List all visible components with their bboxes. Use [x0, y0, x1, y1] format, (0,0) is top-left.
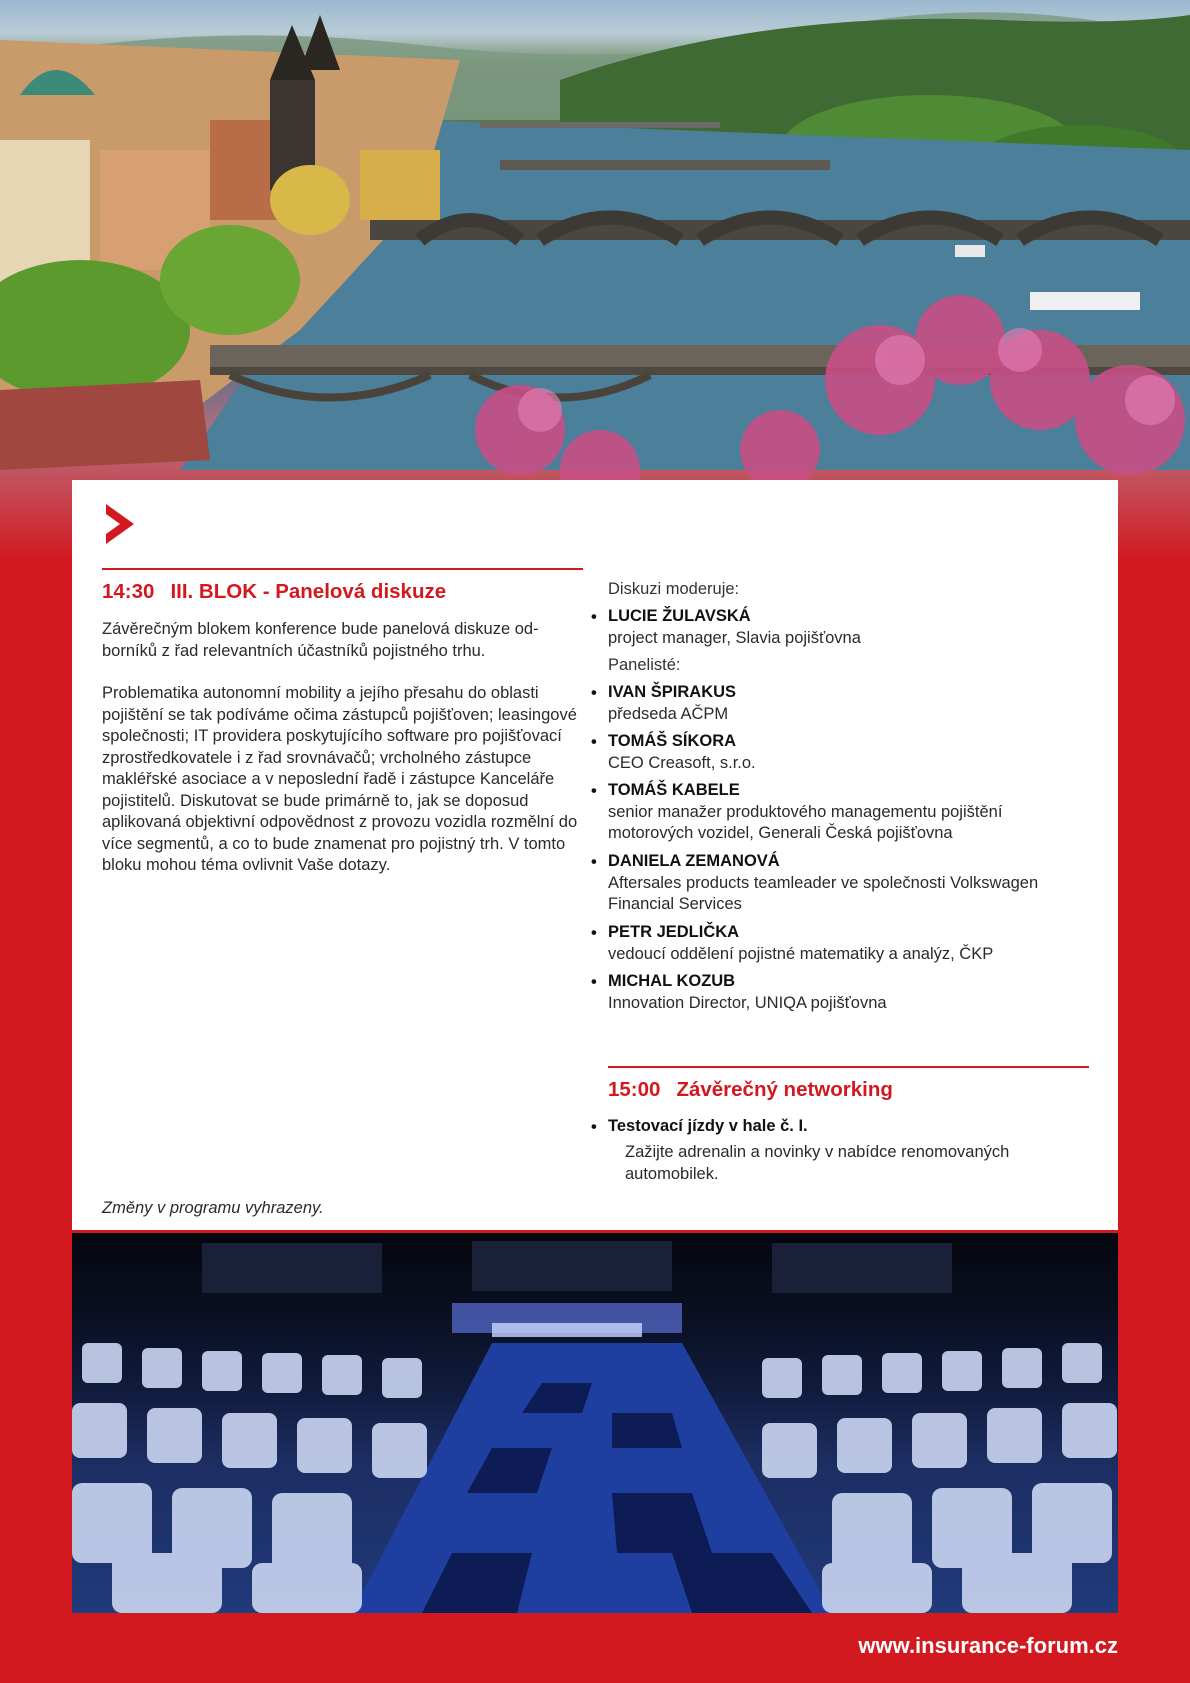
block3-paragraph-1: Závěrečným blokem konference bude panelová diskuze od-borníků z řad relevantních účastníků pojistného trhu.: [102, 620, 539, 660]
panelist: [608, 851, 1038, 916]
panelist-name: • DANIELA ZEMANOVÁ: [591, 852, 780, 870]
moderator-label: Diskuzi moderuje:: [608, 580, 740, 598]
section-divider: [608, 1066, 1089, 1068]
networking-description: Zažijte adrenalin a novinky v nabídce renomovaných automobilek.: [625, 1143, 1010, 1183]
panelist-role: Innovation Director, UNIQA pojišťovna: [608, 993, 887, 1012]
panelists-label: Panelisté:: [608, 656, 681, 674]
panelist: [608, 780, 1002, 845]
panelist-role: vedoucí oddělení pojistné matematiky a analýz, ČKP: [608, 944, 994, 963]
panelist: [608, 682, 753, 725]
panelist-name: • MICHAL KOZUB: [591, 972, 735, 990]
hero-photo-prague: [0, 0, 1190, 560]
panelist: [608, 922, 993, 965]
panelist-role: CEO Creasoft, s.r.o.: [608, 753, 756, 772]
hall-photo: [72, 1233, 1118, 1613]
panelist-role-line2: motorových vozidel, Generali Česká pojišťovna: [608, 824, 953, 842]
panelist-name: • PETR JEDLIČKA: [591, 923, 739, 941]
moderator: [608, 606, 861, 649]
block3-paragraph-2: Problematika autonomní mobility a jejího přesahu do oblasti pojištění se tak podíváme očima zástupců pojišťoven; leasingové společnosti; IT providera poskytujícího software pro pojišťovací zprostředkovatele i z řad srovnávačů; vrcholného zástupce makléřské asociace a v neposlední řadě i zástupce Kanceláře pojistitelů. Diskutovat se bude primárně to, jak se doposud aplikovaná objektivní odpovědnost z provozu vozidla rozmělní do více segmentů, a co to bude znamenat pro pojistný trh. V tomto bloku mohou téma ovlivnit Vaše dotazy.: [102, 684, 578, 874]
block3-title: III. BLOK - Panelová diskuze: [170, 580, 447, 603]
networking-time: 15:00: [608, 1078, 661, 1101]
networking-title: Závěrečný networking: [676, 1078, 893, 1101]
website-url[interactable]: www.insurance-forum.cz: [858, 1633, 1118, 1658]
panelist-name: • TOMÁŠ SÍKORA: [591, 732, 736, 750]
moderator-role: project manager, Slavia pojišťovna: [608, 628, 861, 647]
conference-hall-illustration: [72, 1233, 1118, 1613]
networking-heading: [608, 1078, 893, 1102]
panelist-name: • TOMÁŠ KABELE: [591, 781, 740, 799]
panelist-role: předseda AČPM: [608, 704, 729, 723]
block3-heading: [102, 580, 446, 604]
networking-item: [608, 1116, 825, 1138]
moderator-name: • LUCIE ŽULAVSKÁ: [591, 607, 751, 625]
networking-item-name: • Testovací jízdy v hale č. I.: [591, 1117, 808, 1135]
program-change-note: Změny v programu vyhrazeny.: [102, 1199, 324, 1217]
section-divider: [102, 568, 583, 570]
panelist: [608, 971, 887, 1014]
panelist-role-line2: Financial Services: [608, 895, 742, 913]
chevron-right-icon: [102, 502, 138, 546]
panelist-role: senior manažer produktového managementu pojištění: [608, 802, 1003, 821]
block3-description: [102, 619, 586, 898]
panelist-name: • IVAN ŠPIRAKUS: [591, 683, 736, 701]
block3-time: 14:30: [102, 580, 155, 603]
panelist: [608, 731, 756, 774]
panelist-role: Aftersales products teamleader ve společnosti Volkswagen: [608, 873, 1039, 892]
prague-illustration: [0, 0, 1190, 560]
